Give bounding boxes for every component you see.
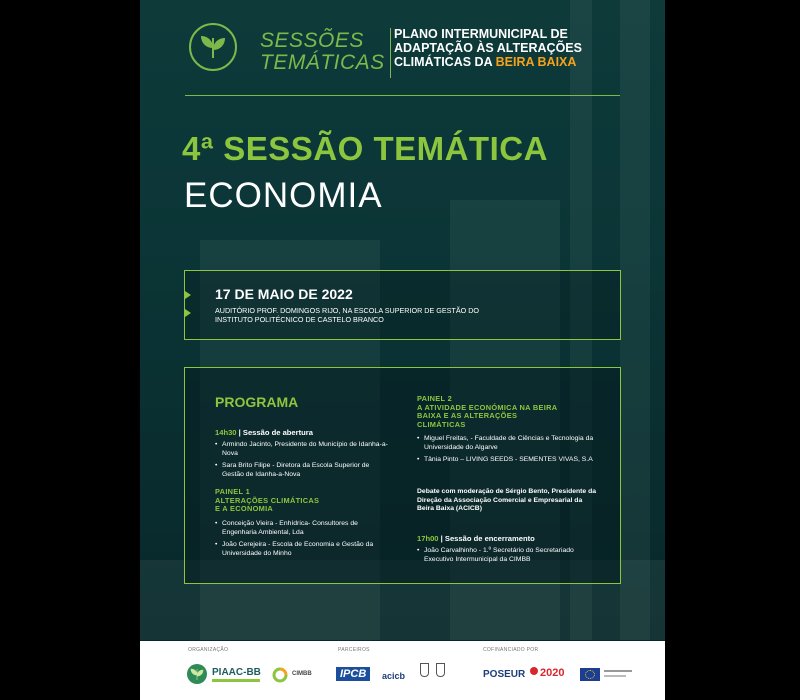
list-item: • Sara Brito Filipe - Diretora da Escola Superior de Gestão de Idanha-a-Nova [215,461,390,479]
panel2-heading-l3: BAIXA E AS ALTERAÇÕES [417,411,518,420]
panel2-heading-l4: CLIMÁTICAS [417,419,466,429]
logo-cimbb: CIMBB [292,671,312,677]
triangle-icon [185,309,191,317]
sessoes-line1: SESSÕES [260,29,364,52]
opening-section [215,428,390,479]
list-item: • Armindo Jacinto, Presidente do Município de Idanha-a-Nova [215,440,390,458]
panel2-heading-l2: A ATIVIDADE ECONÓMICA NA BEIRA [417,402,558,412]
triangle-icon [185,291,191,299]
eu-caption-line [604,670,632,672]
municipal-crest-icon [436,663,445,677]
label-parceiros: PARCEIROS [338,647,370,653]
plan-line3-a: CLIMÁTICAS DA [394,55,496,69]
piaac-leaf-icon [186,663,208,685]
poster [140,0,665,700]
eu-caption-line [604,675,626,677]
logo-ipcb: IPCB [336,667,370,681]
date-box [184,270,621,340]
logo-poseur: POSEUR [483,669,526,680]
panel1-heading-l2: ALTERAÇÕES CLIMÁTICAS [215,495,320,505]
debate-note: Debate com moderação de Sérgio Bento, Presidente da Direção da Associação Comercial e Empresarial da Beira Baixa (ACICB) [417,488,597,512]
plan-line3-b: BEIRA BAIXA [495,55,577,69]
opening-time: 14h30 | Sessão de abertura [215,428,313,437]
cimbb-swirl-icon [270,665,290,685]
label-cofinanciado: COFINANCIADO POR [483,647,539,653]
panel2-heading-l1: PAINEL 2 [417,394,452,403]
logo-portugal2020: 2020 [540,667,565,679]
logo-piaac-underline [212,679,260,682]
closing-section [417,534,602,564]
leaf-circle-icon [188,22,238,72]
plan-line3 [394,55,582,69]
plan-line1: PLANO INTERMUNICIPAL DE [394,27,568,41]
list-item: • João Cerejeira - Escola de Economia e Gestão da Universidade do Minho [215,540,390,558]
list-item: • Miguel Freitas, - Faculdade de Ciências e Tecnologia da Universidade do Algarve [417,434,602,452]
event-date: 17 DE MAIO DE 2022 [215,286,353,302]
program-box [184,367,621,584]
session-theme: ECONOMIA [184,176,383,215]
closing-time: 17h00 | Sessão de encerramento [417,534,535,543]
label-organizacao: ORGANIZAÇÃO [188,647,229,653]
list-item: • João Carvalhinho - 1.º Secretário do Secretariado Executivo Intermunicipal da CIMBB [417,546,602,564]
eu-flag-icon [580,668,600,681]
bg-tower [620,0,650,640]
panel1-heading-l3: E A ECONOMIA [215,504,274,513]
header-rule [185,95,620,96]
program-title: PROGRAMA [215,394,299,410]
panel2-section [417,395,602,464]
panel1-section [215,488,390,558]
header-divider [390,28,391,78]
footer-logos [140,641,665,700]
event-venue: AUDITÓRIO PROF. DOMINGOS RIJO, NA ESCOLA SUPERIOR DE GESTÃO DO INSTITUTO POLITÉCNICO DE CASTELO BRANCO [215,306,479,324]
sessions-heading [260,30,385,74]
session-title: 4ª SESSÃO TEMÁTICA [182,130,548,167]
plan-line2: ADAPTAÇÃO ÀS ALTERAÇÕES [394,41,582,55]
municipal-crest-icon [420,663,429,677]
panel1-heading-l1: PAINEL 1 [215,487,250,496]
portugal-dot-icon [530,667,538,675]
plan-title [394,27,582,69]
list-item: • Conceição Vieira - Enhídrica- Consultores de Engenharia Ambiental, Lda [215,519,390,537]
list-item: • Tânia Pinto – LIVING SEEDS - SEMENTES VIVAS, S.A [417,455,602,464]
logo-acicb: acicb [382,671,406,681]
logo-piaac: PIAAC-BB [212,667,261,678]
sessoes-line2: TEMÁTICAS [260,51,385,74]
